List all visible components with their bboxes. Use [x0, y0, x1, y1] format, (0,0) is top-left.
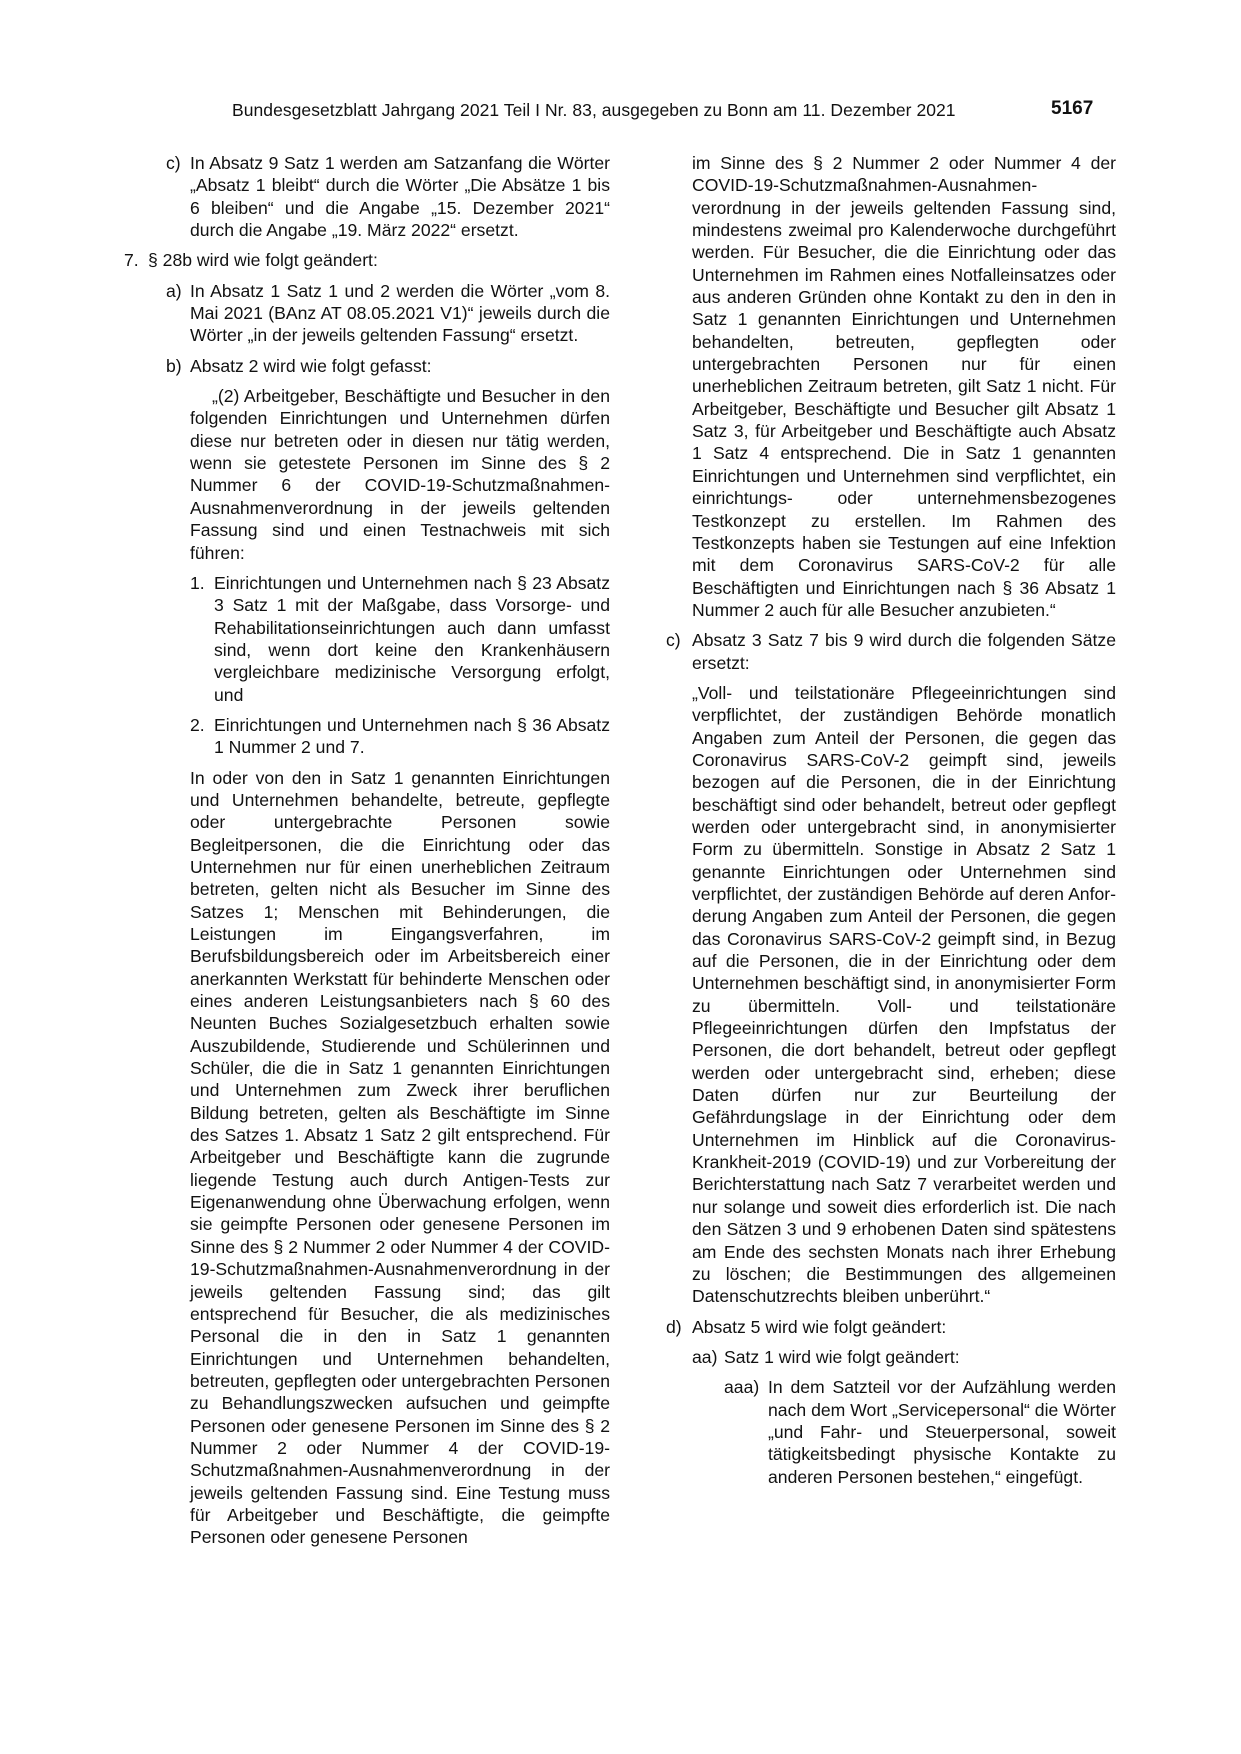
continuation-paragraph — [190, 767, 610, 1549]
item-label: 2. — [190, 714, 205, 735]
page-number: 5167 — [1051, 98, 1094, 119]
item-text: Satz 1 wird wie folgt geändert: — [724, 1346, 960, 1367]
item-label: a) — [166, 280, 182, 301]
left-column — [124, 152, 610, 1557]
item-text: In dem Satzteil vor der Aufzählung werden nach dem Wort „Servicepersonal“ die Wörter „und Fahr- und Steuerpersonal, soweit tätigkeitsbedingt physische Kontakte zu anderen Personen bestehen,“ eingefügt. — [768, 1377, 1116, 1487]
item-7b — [124, 355, 610, 377]
item-label: b) — [166, 355, 182, 376]
item-aaa — [666, 1376, 1116, 1488]
item-label: 1. — [190, 572, 205, 593]
list-item-2 — [124, 714, 610, 759]
item-aa — [666, 1346, 1116, 1368]
item-text: Einrichtungen und Unternehmen nach § 23 Absatz 3 Satz 1 mit der Maßgabe, dass Vorsorge- und Rehabilitationseinrichtungen auch dann umfasst sind, wenn dort keine den Krankenhäusern vergleichbare medizinische Versorgung erfolgt, und — [214, 572, 610, 705]
item-label: d) — [666, 1316, 682, 1337]
item-7a — [124, 280, 610, 347]
item-text: In Absatz 1 Satz 1 und 2 werden die Wörter „vom 8. Mai 2021 (BAnz AT 08.05.2021 V1)“ jeweils durch die Wörter „in der jeweils geltenden Fassung“ ersetzt. — [190, 280, 610, 346]
page-header — [0, 100, 1241, 124]
item-label: aa) — [692, 1346, 718, 1367]
quote-block — [692, 682, 1116, 1308]
item-text: Absatz 3 Satz 7 bis 9 wird durch die folgenden Sätze ersetzt: — [692, 630, 1116, 673]
continuation-paragraph — [692, 152, 1116, 621]
paragraph-text: im Sinne des § 2 Nummer 2 oder Nummer 4 der COVID-19-Schutzmaßnahmen-Ausnahmenverordnung in der jeweils geltenden Fassung sind, mindestens zweimal pro Kalenderwoche durchgeführt werden. Für Besucher, die die Einrichtung oder das Unternehmen im Rahmen eines Notfalleinsatzes oder aus anderen Gründen ohne Kontakt zu den in den in Satz 1 genannten Einrichtungen und Unternehmen behandelten, betreuten, gepflegten oder untergebrachten Personen nur für einen unerheblichen Zeitraum betreten, gilt Satz 1 nicht. Für Arbeitgeber, Beschäftigte und Besucher gilt Absatz 1 Satz 3, für Arbeitgeber und Beschäftigte auch Absatz 1 Satz 4 entsprechend. Die in Satz 1 genannten Einrichtungen und Unternehmen sind verpflichtet, ein einrichtungs- oder unternehmensbezogenes Testkonzept zu erstellen. Im Rahmen des Testkonzepts haben sie Testungen auf eine Infektion mit dem Coronavirus SARS-CoV-2 für alle Beschäftigten und Einrichtungen nach § 36 Absatz 1 Nummer 2 auch für alle Besucher anzubieten.“ — [692, 153, 1116, 620]
gazette-line: Bundesgesetzblatt Jahrgang 2021 Teil I Nr. 83, ausgegeben zu Bonn am 11. Dezember 2021 — [232, 100, 956, 120]
quote-block — [190, 385, 610, 564]
item-label: c) — [166, 153, 181, 173]
item-label: 7. — [124, 250, 139, 271]
item-c — [666, 629, 1116, 674]
item-text: § 28b wird wie folgt geändert: — [148, 250, 378, 271]
paragraph-text: In oder von den in Satz 1 genannten Einrichtungen und Unternehmen behandelte, betreute, gepflegte oder untergebrachte Personen sowie Begleitpersonen, die die Einrichtung oder das Unternehmen nur für einen unerheblichen Zeitraum betreten, gelten nicht als Besucher im Sinne des Satzes 1; Menschen mit Behinderungen, die Leistungen im Eingangsverfahren, im Berufsbildungsbereich oder im Arbeitsbereich einer anerkannten Werkstatt für behinderte Menschen oder eines anderen Leistungsanbieters nach § 60 des Neunten Buches Sozialgesetzbuch erhalten sowie Auszubildende, Studierende und Schülerinnen und Schüler, die die in Satz 1 genannten Einrichtungen und Unternehmen zum Zweck ihrer beruflichen Bildung betreten, gelten als Beschäftigte im Sinne des Satzes 1. Absatz 1 Satz 2 gilt entsprechend. Für Arbeitgeber und Beschäftigte kann die zugrunde liegende Testung auch durch Antigen-Tests zur Eigenanwendung ohne Überwachung erfolgen, wenn sie geimpfte Personen oder genesene Personen im Sinne des § 2 Nummer 2 oder Nummer 4 der COVID-19-Schutzmaßnahmen-Ausnahmenverordnung in der jeweils geltenden Fassung sind; das gilt entsprechend für Besucher, die als medizinisches Personal die in den in Satz 1 genannten Einrichtungen und Unternehmen behandelten, betreuten, gepflegten oder untergebrachten Personen zu Behandlungszwecken aufsuchen und geimpfte Personen oder genesene Personen im Sinne des § 2 Nummer 2 oder Nummer 4 der COVID-19-Schutzmaßnahmen-Ausnahmenverordnung in der jeweils geltenden Fassung sind. Eine Testung muss für Arbeitgeber und Beschäftigte, die geimpfte Personen oder genesene Personen — [190, 767, 610, 1548]
item-7 — [124, 249, 610, 271]
item-label: c) — [666, 630, 681, 651]
item-text: In Absatz 9 Satz 1 werden am Satzanfang die Wörter „Absatz 1 bleibt“ durch die Wörter „Die Absätze 1 bis 6 bleiben“ und die Angabe „15. Dezember 2021“ durch die Angabe „19. März 2022“ ersetzt. — [190, 153, 610, 241]
item-text: Absatz 2 wird wie folgt gefasst: — [190, 355, 432, 376]
item-label: aaa) — [724, 1377, 760, 1398]
item-c — [124, 152, 610, 241]
item-text: Absatz 5 wird wie folgt geändert: — [692, 1316, 947, 1337]
quote-intro: „(2) Arbeitgeber, Beschäftigte und Besucher in den folgenden Einrichtungen und Unternehmen dürfen diese nur betreten oder in diesen nur tätig werden, wenn sie getestete Personen im Sinne des § 2 Nummer 6 der COVID-19-Schutzmaßnahmen-Ausnahmenverordnung in der jeweils geltenden Fassung sind und einen Testnachweis mit sich führen: — [190, 386, 610, 563]
item-text: Einrichtungen und Unternehmen nach § 36 Absatz 1 Nummer 2 und 7. — [214, 714, 610, 758]
list-item-1 — [124, 572, 610, 706]
right-column — [666, 152, 1116, 1496]
item-d — [666, 1316, 1116, 1338]
quote-text: „Voll- und teilstationäre Pflegeeinrichtungen sind verpflichtet, der zuständigen Behörde monatlich Angaben zum Anteil der Personen, die gegen das Coronavirus SARS-CoV-2 geimpft sind, jeweils bezogen auf die Personen, die in der Einrichtung beschäftigt sind oder behandelt, betreut oder gepflegt werden oder untergebracht sind, in anonymisierter Form zu übermitteln. Sonstige in Absatz 2 Satz 1 genannte Einrichtungen oder Unternehmen sind verpflichtet, der zuständigen Behörde auf deren Anforderung Angaben zum Anteil der Personen, die gegen das Coronavirus SARS-CoV-2 geimpft sind, in Bezug auf die Personen, die in der Einrichtung oder dem Unternehmen beschäftigt sind, in anonymisierter Form zu übermitteln. Voll- und teilstationäre Pflegeeinrichtungen dürfen den Impfstatus der Personen, die dort behandelt, betreut oder gepflegt werden oder untergebracht sind, erheben; diese Daten dürfen nur zur Beurteilung der Gefährdungslage in der Einrichtung oder dem Unternehmen im Hinblick auf die Coronavirus-Krankheit-2019 (COVID-19) und zur Vorbereitung der Berichterstattung nach Satz 7 verarbeitet werden und nur solange und soweit dies erforderlich ist. Die nach den Sätzen 3 und 9 erhobenen Daten sind spätestens am Ende des sechsten Monats nach ihrer Erhebung zu löschen; die Bestimmungen des allgemeinen Datenschutzrechts bleiben unberührt.“ — [692, 682, 1116, 1307]
